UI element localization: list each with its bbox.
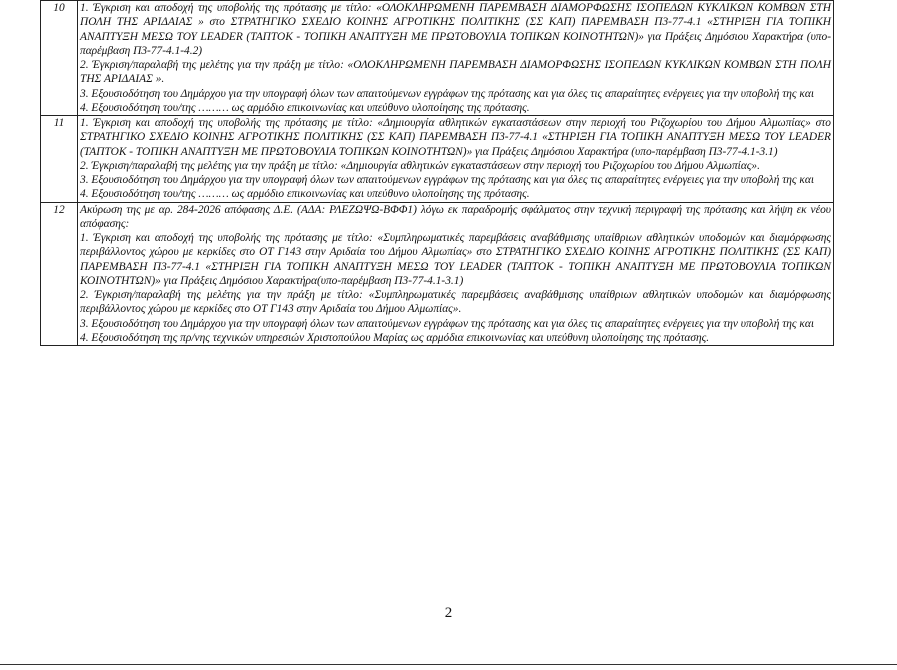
item-text: [78, 202, 834, 346]
item-paragraph: 3. Εξουσιοδότηση του Δημάρχου για την υπογραφή όλων των απαιτούμενων εγγράφων της πρότασης και για όλες τις απαραίτητες ενέργειες για την υποβολή της και: [80, 317, 815, 330]
item-paragraph: 1. Έγκριση και αποδοχή της υποβολής της πρότασης με τίτλο: «Δημιουργία αθλητικών εγκαταστάσεων στην περιοχή του Ριζοχωρίου του Δήμου Αλμωπίας» στο ΣΤΡΑΤΗΓΙΚΟ ΣΧΕΔΙΟ ΚΟΙΝΗΣ ΑΓΡΟΤΙΚΗΣ ΠΟΛΙΤΙΚΗΣ (ΣΣ ΚΑΠ) ΠΑΡΕΜΒΑΣΗ Π3-77-4.1 «ΣΤΗΡΙΞΗ ΓΙΑ ΤΟΠΙΚΗ ΑΝΑΠΤΥΞΗ ΜΕΣΩ ΤΟΥ LEADER (ΤΑΠΤΟΚ - ΤΟΠΙΚΗ ΑΝΑΠΤΥΞΗ ΜΕ ΠΡΩΤΟΒΟΥΛΙΑ ΤΟΠΙΚΩΝ ΚΟΙΝΟΤΗΤΩΝ)» για Πράξεις Δημόσιου Χαρακτήρα (υπο-παρέμβαση Π3-77-4.1-3.1): [80, 117, 831, 158]
item-paragraph: Ακύρωση της με αρ. 284-2026 απόφασης Δ.Ε. (ΑΔΑ: ΡΛΕΖΩΨΩ-ΒΦΦ1) λόγω εκ παραδρομής σφάλματος στην τεχνική περιγραφή της πρότασης και λήψη εκ νέου απόφασης:: [80, 203, 831, 230]
item-paragraph: 4. Εξουσιοδότηση του/της ……… ως αρμόδιο επικοινωνίας και υπεύθυνο υλοποίησης της πρότασης.: [80, 101, 530, 114]
page-bottom-divider: [0, 664, 897, 665]
item-paragraph: 4. Εξουσιοδότηση του/της ……… ως αρμόδιο επικοινωνίας και υπεύθυνο υλοποίησης της πρότασης.: [80, 188, 530, 201]
item-paragraph: 1. Έγκριση και αποδοχή της υποβολής της πρότασης με τίτλο: «Συμπληρωματικές παρεμβάσεις αναβάθμισης υπαίθριων αθλητικών υποδομών και διαμόρφωσης περιβάλλοντος χώρου με κερκίδες στο ΟΤ Γ143 στην Αριδαία του Δήμου Αλμωπίας» στο ΣΤΡΑΤΗΓΙΚΟ ΣΧΕΔΙΟ ΚΟΙΝΗΣ ΑΓΡΟΤΙΚΗΣ ΠΟΛΙΤΙΚΗΣ (ΣΣ ΚΑΠ) ΠΑΡΕΜΒΑΣΗ Π3-77-4.1 «ΣΤΗΡΙΞΗ ΓΙΑ ΤΟΠΙΚΗ ΑΝΑΠΤΥΞΗ ΜΕΣΩ ΤΟΥ LEADER (ΤΑΠΤΟΚ - ΤΟΠΙΚΗ ΑΝΑΠΤΥΞΗ ΜΕ ΠΡΩΤΟΒΟΥΛΙΑ ΤΟΠΙΚΩΝ ΚΟΙΝΟΤΗΤΩΝ)» για Πράξεις Δημόσιου Χαρακτήρα(υπο-παρέμβαση Π3-77-4.1-3.1): [80, 232, 831, 287]
item-paragraph: 1. Έγκριση και αποδοχή της υποβολής της πρότασης με τίτλο: «ΟΛΟΚΛΗΡΩΜΕΝΗ ΠΑΡΕΜΒΑΣΗ ΔΙΑΜΟΡΦΩΣΗΣ ΙΣΟΠΕΔΩΝ ΚΥΚΛΙΚΩΝ ΚΟΜΒΩΝ ΣΤΗ ΠΟΛΗ ΤΗΣ ΑΡΙΔΑΙΑΣ » στο ΣΤΡΑΤΗΓΙΚΟ ΣΧΕΔΙΟ ΚΟΙΝΗΣ ΑΓΡΟΤΙΚΗΣ ΠΟΛΙΤΙΚΗΣ (ΣΣ ΚΑΠ) ΠΑΡΕΜΒΑΣΗ Π3-77-4.1 «ΣΤΗΡΙΞΗ ΓΙΑ ΤΟΠΙΚΗ ΑΝΑΠΤΥΞΗ ΜΕΣΩ ΤΟΥ LEADER (ΤΑΠΤΟΚ - ΤΟΠΙΚΗ ΑΝΑΠΤΥΞΗ ΜΕ ΠΡΩΤΟΒΟΥΛΙΑ ΤΟΠΙΚΩΝ ΚΟΙΝΟΤΗΤΩΝ)» για Πράξεις Δημόσιου Χαρακτήρα (υπο-παρέμβαση Π3-77-4.1-4.2): [80, 2, 831, 57]
agenda-table: [40, 0, 834, 346]
item-number: 10: [41, 1, 78, 116]
item-paragraph: 2. Έγκριση/παραλαβή της μελέτης για την πράξη με τίτλο: «Δημιουργία αθλητικών εγκαταστάσεων στην περιοχή του Ριζοχωρίου του Δήμου Αλμωπίας».: [80, 159, 760, 172]
agenda-row: [41, 1, 834, 116]
item-paragraph: 3. Εξουσιοδότηση του Δημάρχου για την υπογραφή όλων των απαιτούμενων εγγράφων της πρότασης και για όλες τις απαραίτητες ενέργειες για την υποβολή της και: [80, 174, 815, 186]
agenda-row: [41, 116, 834, 203]
item-paragraph: 2. Έγκριση/παραλαβή της μελέτης για την πράξη με τίτλο: «ΟΛΟΚΛΗΡΩΜΕΝΗ ΠΑΡΕΜΒΑΣΗ ΔΙΑΜΟΡΦΩΣΗΣ ΙΣΟΠΕΔΩΝ ΚΥΚΛΙΚΩΝ ΚΟΜΒΩΝ ΣΤΗ ΠΟΛΗ ΤΗΣ ΑΡΙΔΑΙΑΣ ».: [80, 59, 831, 86]
agenda-row: [41, 202, 834, 346]
item-text: [78, 1, 834, 116]
item-paragraph: 4. Εξουσιοδότηση της πρ/νης τεχνικών υπηρεσιών Χριστοπούλου Μαρίας ως αρμόδια επικοινωνίας και υπεύθυνη υλοποίησης της πρότασης.: [80, 331, 710, 344]
item-text: [78, 116, 834, 203]
item-number: 12: [41, 202, 78, 346]
item-number: 11: [41, 116, 78, 203]
item-paragraph: 2. Έγκριση/παραλαβή της μελέτης για την πράξη με τίτλο: «Συμπληρωματικές παρεμβάσεις αναβάθμισης υπαίθριων αθλητικών υποδομών και διαμόρφωσης περιβάλλοντος χώρου με κερκίδες στο ΟΤ Γ143 στην Αριδαία του Δήμου Αλμωπίας».: [80, 289, 831, 316]
page-number: 2: [444, 605, 453, 621]
item-paragraph: 3. Εξουσιοδότηση του Δημάρχου για την υπογραφή όλων των απαιτούμενων εγγράφων της πρότασης και για όλες τις απαραίτητες ενέργειες για την υποβολή της και: [80, 87, 815, 100]
